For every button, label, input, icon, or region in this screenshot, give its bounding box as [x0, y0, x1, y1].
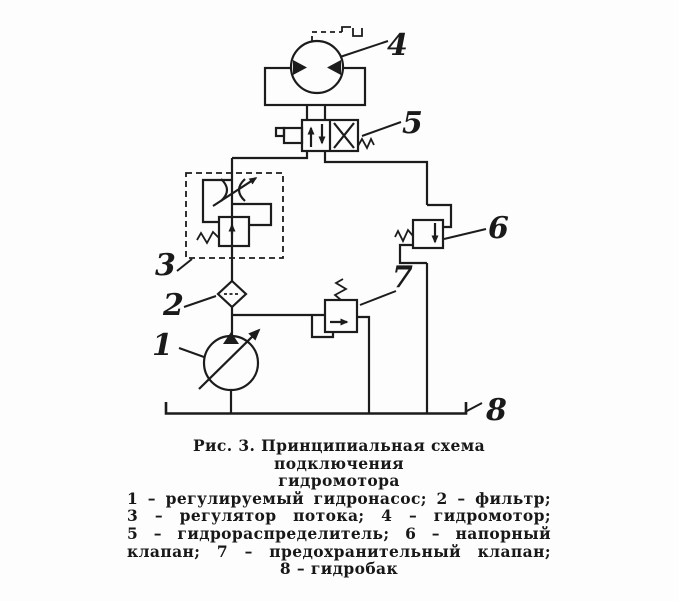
- caption-legend-line-1: 1 – регулируемый гидронасос; 2 – фильтр;: [127, 488, 551, 508]
- tank-line: [166, 402, 466, 414]
- valve-inlet-loop: [427, 205, 451, 227]
- pressure-valve-symbol: [395, 205, 451, 413]
- leader-3: [177, 259, 192, 271]
- pressure-valve-body: [413, 220, 443, 248]
- drain-tank-link: [342, 27, 351, 32]
- caption-title-line-2: гидромотора: [278, 471, 400, 491]
- component-label-distributor: 5: [402, 106, 423, 141]
- component-label-flow-regulator: 3: [155, 248, 176, 283]
- relief-valve-body: [325, 300, 357, 332]
- leader-1: [179, 348, 204, 357]
- pump-symbol: [199, 330, 259, 390]
- spring-icon: [197, 232, 219, 243]
- caption-legend-line-5: 8 – гидробак: [279, 559, 399, 579]
- figure-caption: [127, 437, 551, 578]
- component-label-motor: 4: [387, 28, 408, 63]
- leader-6: [444, 229, 486, 239]
- caption-legend-line-2: 3 – регулятор потока; 4 – гидромотор;: [127, 506, 551, 526]
- component-label-tank: 8: [486, 393, 507, 428]
- throttle-adjust-arrow-icon: [213, 178, 256, 206]
- flow-regulator-symbol: [186, 173, 283, 258]
- throttle-arc: [239, 179, 245, 201]
- drain-line-dashed: [312, 32, 342, 41]
- component-label-filter: 2: [163, 288, 184, 323]
- compensator-body: [219, 217, 249, 246]
- spring-icon: [395, 230, 413, 241]
- caption-legend-line-4: клапан; 7 – предохранительный клапан;: [127, 541, 551, 561]
- leader-8: [465, 403, 482, 412]
- leader-5: [362, 122, 401, 136]
- component-label-relief-valve: 7: [392, 260, 413, 295]
- spring-icon: [358, 139, 374, 148]
- pilot-loop: [203, 180, 233, 222]
- component-label-pump: 1: [152, 328, 173, 363]
- tank-symbol: [166, 402, 466, 414]
- hydraulic-motor-symbol: [265, 27, 365, 105]
- caption-legend-line-3: 5 – гидрораспределитель; 6 – напорный: [127, 523, 551, 543]
- caption-title-line-1: Рис. 3. Принципиальная схема подключения: [192, 436, 486, 473]
- pump-circle: [204, 336, 258, 390]
- relief-valve-symbol: [325, 279, 357, 332]
- filter-symbol: [218, 281, 246, 307]
- spring-icon: [335, 279, 346, 300]
- directional-valve-symbol: [276, 120, 374, 151]
- valve-actuator: [284, 128, 302, 143]
- drain-tank-icon: [353, 28, 362, 36]
- valve-actuator-button: [276, 128, 284, 136]
- component-label-pressure-valve: 6: [488, 211, 509, 246]
- leader-7: [360, 291, 396, 305]
- leader-4: [340, 41, 388, 57]
- pilot-loop: [233, 204, 271, 225]
- leader-2: [184, 296, 216, 307]
